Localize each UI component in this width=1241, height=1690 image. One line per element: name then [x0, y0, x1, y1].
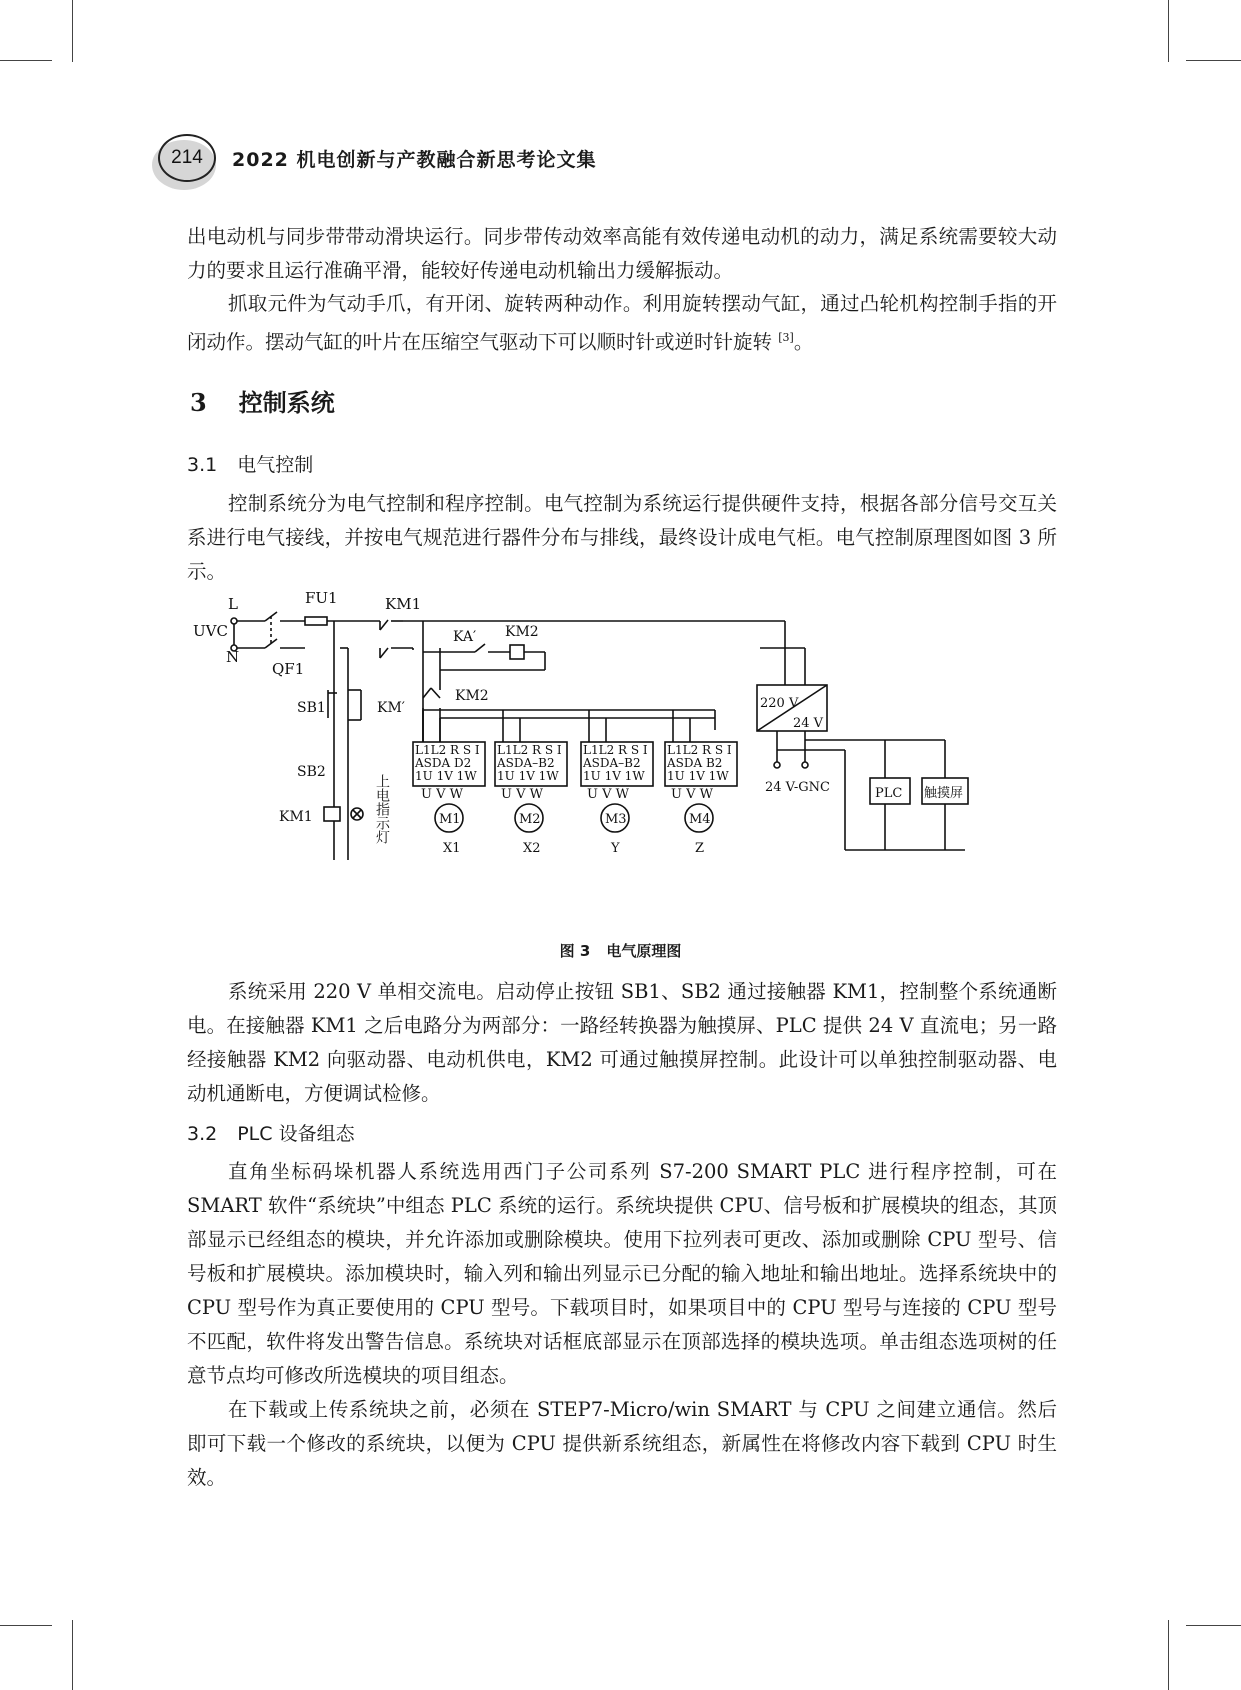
label-N: N	[226, 648, 240, 666]
paragraph-3: 控制系统分为电气控制和程序控制。电气控制为系统运行提供硬件支持，根据各部分信号交互关系进行电气接线，并按电气规范进行器件分布与排线，最终设计成电气柜。电气控制原理图如图 3 所示。	[187, 492, 1057, 583]
drive-model: ASDA–B2	[497, 756, 555, 770]
page-number: 214	[158, 134, 216, 182]
km2-contact	[423, 688, 431, 698]
label-KM-prime: KM′	[377, 700, 405, 716]
motor-label: M4	[689, 812, 711, 827]
label-KA: KA′	[453, 629, 477, 645]
label-KM2-coil: KM2	[505, 624, 539, 640]
crop-mark	[1168, 1620, 1169, 1690]
label-SB1: SB1	[297, 700, 326, 716]
running-header: 2022 机电创新与产教融合新思考论文集	[232, 149, 597, 171]
motor-terminals: U V W	[501, 787, 543, 802]
figure-caption: 图 3 电气原理图	[559, 942, 682, 960]
axis-label: X2	[523, 841, 541, 856]
drive-terminals: L1L2 R S I	[415, 743, 480, 757]
paragraph-2: 抓取元件为气动手爪，有开闭、旋转两种动作。利用旋转摆动气缸，通过凸轮机构控制手指的开闭动作。摆动气缸的叶片在压缩空气驱动下可以顺时针或逆时针旋转 [3]。	[187, 292, 1057, 354]
axis-label: Y	[611, 841, 620, 856]
crop-mark	[0, 60, 52, 61]
drive-outputs: 1U 1V 1W	[497, 769, 559, 783]
label-touch-screen: 触摸屏	[924, 786, 964, 801]
crop-mark	[1168, 0, 1169, 62]
motor-terminals: U V W	[421, 787, 463, 802]
label-24v-gnd: 24 V-GNC	[765, 780, 830, 795]
motor-label: M2	[519, 812, 541, 827]
label-QF1: QF1	[272, 660, 305, 678]
citation-ref: [3]	[778, 331, 794, 344]
crop-mark	[72, 1620, 73, 1690]
km1-contact	[380, 620, 388, 630]
drive-outputs: 1U 1V 1W	[667, 769, 729, 783]
drive-terminals: L1L2 R S I	[667, 743, 732, 757]
drive-terminals: L1L2 R S I	[497, 743, 562, 757]
drive-outputs: 1U 1V 1W	[583, 769, 645, 783]
section-heading: 3 控制系统	[190, 388, 335, 417]
axis-label: X1	[443, 841, 461, 856]
label-lamp: 上电指示灯	[374, 774, 390, 844]
paragraph-5: 直角坐标码垛机器人系统选用西门子公司系列 S7-200 SMART PLC 进行程序控制，可在 SMART 软件“系统块”中组态 PLC 系统的运行。系统块提供 CPU、信号板和扩展模块的组态，其顶部显示已经组态的模块，并允许添加或删除模块。使用下拉列表可更改、添加或删除 CPU 型号、信号板和扩展模块。添加模块时，输入列和输出列显示已分配的输入地址和输出地址。选择系统块中的 CPU 型号作为真正要使用的 CPU 型号。下载项目时，如果项目中的 CPU 型号与连接的 CPU 型号不匹配，软件将发出警告信息。系统块对话框底部显示在顶部选择的模块选项。单击组态选项树的任意节点均可修改所选模块的项目组态。	[187, 1160, 1057, 1387]
servo-drive-3	[581, 710, 653, 856]
label-L: L	[228, 595, 238, 613]
crop-mark	[0, 1625, 52, 1626]
paragraph-4: 系统采用 220 V 单相交流电。启动停止按钮 SB1、SB2 通过接触器 KM1，控制整个系统通断电。在接触器 KM1 之后电路分为两部分：一路经转换器为触摸屏、PLC 提供 24 V 直流电；另一路经接触器 KM2 向驱动器、电动机供电，KM2 可通过触摸屏控制。此设计可以单独控制驱动器、电动机通断电，方便调试检修。	[187, 980, 1057, 1105]
servo-drive-2	[495, 710, 567, 856]
crop-mark	[1186, 1625, 1241, 1626]
power-converter	[757, 685, 827, 731]
crop-mark	[1186, 60, 1241, 61]
drive-outputs: 1U 1V 1W	[415, 769, 477, 783]
label-UVC: UVC	[193, 622, 228, 640]
drive-model: ASDA–B2	[583, 756, 641, 770]
label-FU1: FU1	[305, 590, 338, 607]
label-KM1-main: KM1	[385, 595, 422, 613]
servo-drive-4	[665, 710, 737, 856]
km1-coil	[324, 807, 340, 821]
ka-contact	[475, 644, 485, 652]
terminal-L	[231, 618, 237, 624]
electrical-schematic	[185, 590, 1065, 930]
converter-output: 24 V	[793, 716, 824, 731]
label-KM2-contact: KM2	[455, 688, 489, 704]
drive-terminals: L1L2 R S I	[583, 743, 648, 757]
subsection-heading-3-2: 3.2 PLC 设备组态	[187, 1123, 355, 1145]
label-KM1-coil: KM1	[279, 809, 313, 825]
subsection-heading-3-1: 3.1 电气控制	[187, 454, 314, 476]
label-plc: PLC	[875, 786, 903, 801]
drive-model: ASDA D2	[415, 756, 472, 770]
motor-label: M1	[439, 812, 461, 827]
terminal-gnd	[802, 762, 808, 768]
motor-terminals: U V W	[671, 787, 713, 802]
fuse-FU1	[305, 617, 327, 625]
paragraph-6: 在下载或上传系统块之前，必须在 STEP7-Micro/win SMART 与 CPU 之间建立通信。然后即可下载一个修改的系统块，以便为 CPU 提供新系统组态，新属性在将修改内容下载到 CPU 时生效。	[187, 1398, 1057, 1489]
crop-mark	[72, 0, 73, 62]
paragraph-1: 出电动机与同步带带动滑块运行。同步带传动效率高能有效传递电动机的动力，满足系统需要较大动力的要求且运行准确平滑，能较好传递电动机输出力缓解振动。	[187, 225, 1057, 282]
converter-input: 220 V	[760, 696, 799, 711]
label-SB2: SB2	[297, 764, 326, 780]
drive-model: ASDA B2	[667, 756, 723, 770]
motor-label: M3	[605, 812, 627, 827]
motor-terminals: U V W	[587, 787, 629, 802]
terminal-24v	[774, 762, 780, 768]
servo-drive-1	[413, 710, 485, 856]
km2-coil	[510, 645, 524, 659]
axis-label: Z	[695, 841, 705, 856]
